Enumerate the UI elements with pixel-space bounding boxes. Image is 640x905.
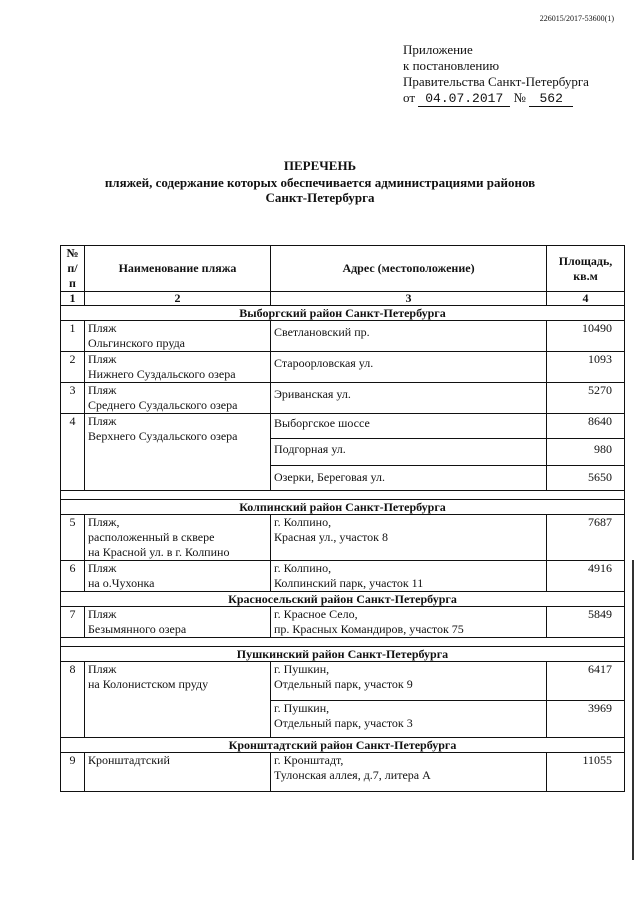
- beach-name: [85, 414, 271, 491]
- address-line: Тулонская аллея, д.7, литера А: [274, 768, 431, 782]
- number-label: №: [513, 90, 526, 105]
- row-number: 5: [61, 515, 85, 561]
- address-line: Колпинский парк, участок 11: [274, 576, 424, 590]
- document-title: [0, 158, 640, 205]
- spacer-row: [61, 638, 625, 647]
- beach-name: [85, 607, 271, 638]
- beach-name-line: Пляж: [88, 607, 117, 621]
- table-row: [61, 662, 625, 701]
- beach-area: 7687: [547, 515, 625, 561]
- beach-name-line: расположенный в сквере: [88, 530, 215, 544]
- title-heading: ПЕРЕЧЕНЬ: [283, 158, 357, 173]
- beach-name: [85, 515, 271, 561]
- address-line: г. Колпино,: [274, 515, 332, 529]
- beach-name-line: Пляж: [88, 414, 117, 428]
- table-row: [61, 321, 625, 352]
- row-number: 9: [61, 753, 85, 792]
- beach-address: [271, 662, 547, 701]
- beach-name-line: Пляж: [88, 321, 117, 335]
- address-line: Староорловская ул.: [274, 356, 374, 370]
- district-row: [61, 647, 625, 662]
- table-row: [61, 383, 625, 414]
- district-row: [61, 306, 625, 321]
- district-name: Красносельский район Санкт-Петербурга: [61, 592, 625, 607]
- from-label: от: [403, 90, 416, 105]
- row-number: 1: [61, 321, 85, 352]
- row-number: 6: [61, 561, 85, 592]
- header-area: [547, 246, 625, 292]
- header-number: [61, 246, 85, 292]
- beach-address: [271, 561, 547, 592]
- beach-name-line: Верхнего Суздальского озера: [88, 429, 238, 443]
- spacer-cell: [61, 638, 625, 647]
- appendix-line-3: Правительства Санкт-Петербурга: [403, 74, 589, 89]
- beach-address: [271, 414, 547, 439]
- table-row: [61, 352, 625, 383]
- beach-area: 5270: [547, 383, 625, 414]
- beach-name-line: на Красной ул. в г. Колпино: [88, 545, 230, 559]
- beach-address: [271, 701, 547, 738]
- beach-name-line: на о.Чухонка: [88, 576, 155, 590]
- beach-area: [547, 466, 625, 491]
- beach-area: 11055: [547, 753, 625, 792]
- table-header-row: [61, 246, 625, 292]
- scan-edge-mark: [632, 560, 634, 860]
- row-number: 8: [61, 662, 85, 738]
- beach-name-line: Ольгинского пруда: [88, 336, 186, 350]
- beach-address: [271, 383, 547, 414]
- district-row: [61, 738, 625, 753]
- beach-name: [85, 383, 271, 414]
- beach-area: 4916: [547, 561, 625, 592]
- beach-name-line: Пляж: [88, 561, 117, 575]
- beaches-table: [60, 245, 625, 792]
- address-line: г. Пушкин,: [274, 701, 330, 715]
- row-number: 7: [61, 607, 85, 638]
- title-subtitle-2: Санкт-Петербурга: [265, 190, 375, 205]
- header-number-line2: п/п: [67, 261, 78, 290]
- beach-address: [271, 515, 547, 561]
- address-line: г. Красное Село,: [274, 607, 358, 621]
- table-row: [61, 515, 625, 561]
- beach-name-line: Пляж: [88, 662, 117, 676]
- appendix-line-2: к постановлению: [403, 58, 500, 73]
- resolution-number: 562: [529, 92, 573, 107]
- beach-name-line: Пляж,: [88, 515, 120, 529]
- header-address: Адрес (местоположение): [271, 246, 547, 292]
- table-row: [61, 753, 625, 792]
- beach-name-line: на Колонистском пруду: [88, 677, 209, 691]
- column-index: 2: [85, 292, 271, 306]
- beach-address: [271, 753, 547, 792]
- beach-name-line: Нижнего Суздальского озера: [88, 367, 236, 381]
- beach-name: [85, 662, 271, 738]
- appendix-block: [403, 42, 589, 107]
- address-line: г. Пушкин,: [274, 662, 330, 676]
- address-line: Красная ул., участок 8: [274, 530, 388, 544]
- column-index: 1: [61, 292, 85, 306]
- row-number: 3: [61, 383, 85, 414]
- appendix-date-line: [403, 90, 589, 107]
- beach-name-line: Пляж: [88, 352, 117, 366]
- beach-area: 1093: [547, 352, 625, 383]
- beach-area: [547, 439, 625, 466]
- table-row: [61, 414, 625, 439]
- beach-address: [271, 466, 547, 491]
- beach-name-line: Безымянного озера: [88, 622, 187, 636]
- beach-name-line: Пляж: [88, 383, 117, 397]
- column-index: 3: [271, 292, 547, 306]
- beach-name-line: Среднего Суздальского озера: [88, 398, 238, 412]
- district-row: [61, 592, 625, 607]
- district-name: Кронштадтский район Санкт-Петербурга: [61, 738, 625, 753]
- address-line: Эриванская ул.: [274, 387, 351, 401]
- beach-area: 3969: [547, 701, 625, 738]
- appendix-line-1: Приложение: [403, 42, 473, 57]
- district-name: Пушкинский район Санкт-Петербурга: [61, 647, 625, 662]
- address-line: Подгорная ул.: [274, 442, 346, 456]
- beach-name-line: Кронштадтский: [88, 753, 170, 767]
- district-name: Колпинский район Санкт-Петербурга: [61, 500, 625, 515]
- beach-area: 8640: [547, 414, 625, 439]
- beach-address: [271, 352, 547, 383]
- resolution-date: 04.07.2017: [418, 92, 510, 107]
- address-line: пр. Красных Командиров, участок 75: [274, 622, 464, 636]
- beach-name: [85, 753, 271, 792]
- column-index-row: [61, 292, 625, 306]
- district-row: [61, 500, 625, 515]
- spacer-row: [61, 491, 625, 500]
- header-number-line1: №: [66, 246, 79, 260]
- header-name: Наименование пляжа: [85, 246, 271, 292]
- address-line: Озерки, Береговая ул.: [274, 470, 385, 484]
- beach-area: 6417: [547, 662, 625, 701]
- beach-area: 10490: [547, 321, 625, 352]
- beach-name: [85, 321, 271, 352]
- beach-address: [271, 607, 547, 638]
- address-line: г. Кронштадт,: [274, 753, 344, 767]
- row-number: 4: [61, 414, 85, 491]
- address-line: г. Колпино,: [274, 561, 332, 575]
- beach-address: [271, 439, 547, 466]
- beach-area: 5849: [547, 607, 625, 638]
- spacer-cell: [61, 491, 625, 500]
- address-line: Выборгское шоссе: [274, 416, 370, 430]
- header-area-line2: кв.м: [573, 268, 598, 283]
- beach-address: [271, 321, 547, 352]
- row-number: 2: [61, 352, 85, 383]
- beach-name: [85, 561, 271, 592]
- address-line: Светлановский пр.: [274, 325, 370, 339]
- title-subtitle-1: пляжей, содержание которых обеспечивается администрациями районов: [104, 175, 536, 190]
- table-row: [61, 607, 625, 638]
- area-value: 5650: [588, 470, 612, 484]
- district-name: Выборгский район Санкт-Петербурга: [61, 306, 625, 321]
- beach-name: [85, 352, 271, 383]
- address-line: Отдельный парк, участок 9: [274, 677, 413, 691]
- area-value: 980: [594, 442, 612, 456]
- header-area-line1: Площадь,: [558, 253, 613, 268]
- address-line: Отдельный парк, участок 3: [274, 716, 413, 730]
- table-row: [61, 561, 625, 592]
- document-id: 226015/2017-53600(1): [539, 14, 614, 23]
- column-index: 4: [547, 292, 625, 306]
